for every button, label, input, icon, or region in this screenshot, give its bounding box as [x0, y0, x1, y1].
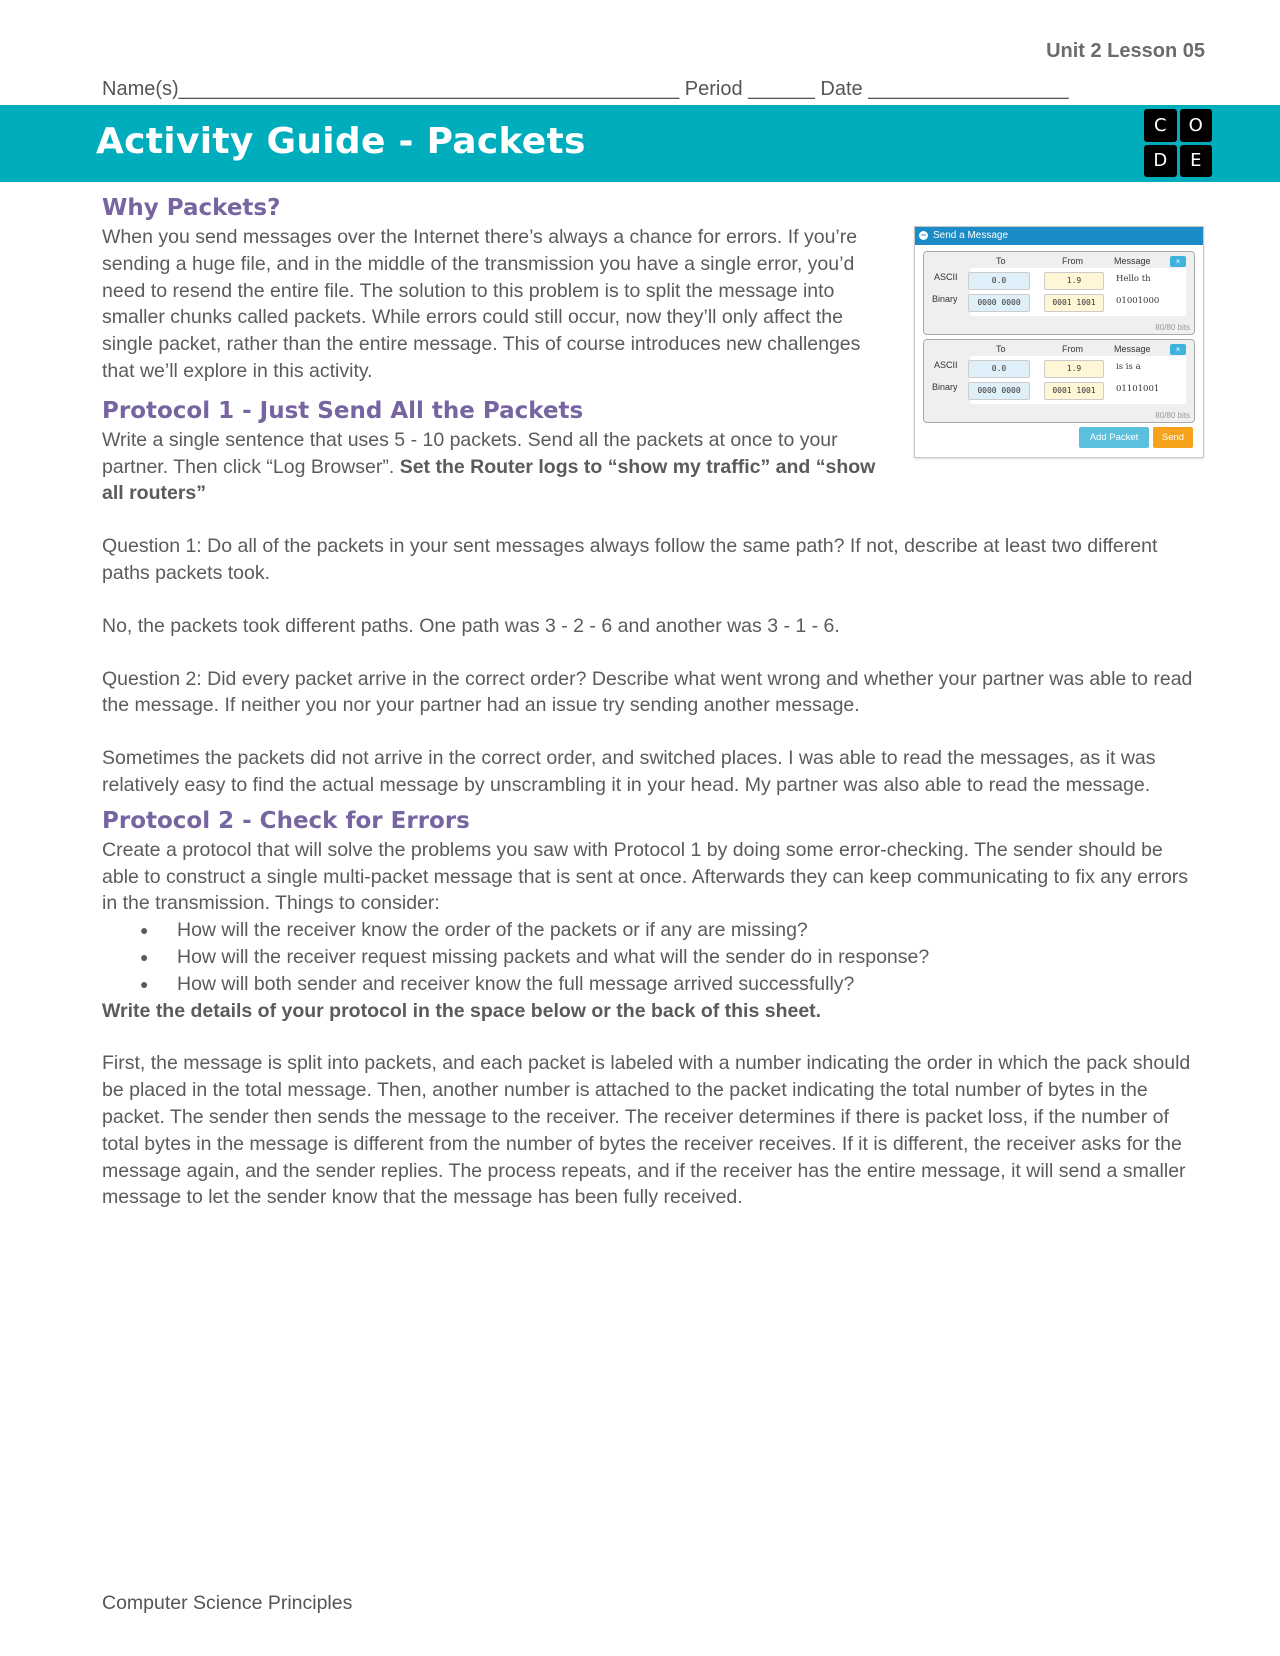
- code-logo: [1144, 109, 1212, 177]
- from-ascii-field[interactable]: 1.9: [1044, 272, 1104, 290]
- protocol1-instructions: Write a single sentence that uses 5 - 10 packets. Send all the packets at once to your partner. Then click “Log Browser”.: [102, 428, 838, 478]
- to-ascii-field[interactable]: 0.0: [968, 272, 1030, 290]
- logo-letter: O: [1180, 109, 1213, 142]
- message-binary-field[interactable]: 01001000: [1116, 296, 1160, 306]
- answer-2: Sometimes the packets did not arrive in the correct order, and switched places. I was able to read the messages, as it was relatively easy to find the actual message by unscrambling it in your head. My partner was also able to read the message.: [102, 747, 1156, 796]
- logo-letter: D: [1144, 145, 1177, 178]
- answer-1: No, the packets took different paths. One path was 3 - 2 - 6 and another was 3 - 1 - 6.: [102, 614, 840, 637]
- bit-count: 80/80 bits: [1155, 323, 1190, 332]
- binary-row-label: Binary: [932, 294, 958, 304]
- ascii-row-label: ASCII: [934, 272, 958, 282]
- considerations-list: [102, 917, 1202, 997]
- list-item: ● How will both sender and receiver know the full message arrived successfully?: [102, 971, 1202, 998]
- question-1: Question 1: Do all of the packets in your sent messages always follow the same path? If not, describe at least two different paths packets took.: [102, 535, 1158, 584]
- col-from-label: From: [1062, 256, 1083, 266]
- to-binary-field[interactable]: 0000 0000: [968, 294, 1030, 312]
- collapse-icon[interactable]: −: [920, 230, 927, 240]
- message-binary-field[interactable]: 01101001: [1116, 384, 1160, 394]
- packet-editor: [923, 251, 1195, 335]
- ascii-row-label: ASCII: [934, 360, 958, 370]
- close-icon[interactable]: ×: [1170, 256, 1186, 267]
- col-to-label: To: [996, 344, 1006, 354]
- close-icon[interactable]: ×: [1170, 344, 1186, 355]
- protocol2-heading: Protocol 2 - Check for Errors: [102, 807, 470, 834]
- lesson-label: Unit 2 Lesson 05: [1046, 40, 1205, 62]
- col-from-label: From: [1062, 344, 1083, 354]
- why-packets-heading: Why Packets?: [102, 195, 281, 221]
- why-packets-text: When you send messages over the Internet there’s always a chance for errors. If you’re sending a huge file, and in the middle of the transmission you have a single error, you’d need to resend the entire file. The solution to this problem is to split the message into smaller chunks called packets. While errors could still occur, now they’ll only affect the single packet, rather than the entire message. This of course introduces new challenges that we’ll explore in this activity.: [102, 226, 861, 382]
- footer-text: Computer Science Principles: [102, 1592, 353, 1614]
- col-to-label: To: [996, 256, 1006, 266]
- binary-row-label: Binary: [932, 382, 958, 392]
- send-message-widget: [914, 226, 1204, 458]
- from-binary-field[interactable]: 0001 1001: [1044, 382, 1104, 400]
- title-banner: [0, 105, 1280, 182]
- protocol1-bold-instructions: Set the Router logs to “show my traffic” and “show all routers”: [102, 455, 876, 505]
- name-period-date-line: Name(s)_____________________________________________ Period ______ Date __________________: [102, 78, 1069, 100]
- message-ascii-field[interactable]: Hello th: [1116, 274, 1151, 284]
- message-ascii-field[interactable]: is is a: [1116, 362, 1141, 372]
- page-title: Activity Guide - Packets: [96, 121, 586, 162]
- list-item: ● How will the receiver request missing packets and what will the sender do in response?: [102, 944, 1202, 971]
- logo-letter: C: [1144, 109, 1177, 142]
- to-ascii-field[interactable]: 0.0: [968, 360, 1030, 378]
- from-binary-field[interactable]: 0001 1001: [1044, 294, 1104, 312]
- to-binary-field[interactable]: 0000 0000: [968, 382, 1030, 400]
- protocol1-heading: Protocol 1 - Just Send All the Packets: [102, 397, 584, 424]
- packet-editor: [923, 339, 1195, 423]
- col-message-label: Message: [1114, 344, 1151, 354]
- question-2: Question 2: Did every packet arrive in the correct order? Describe what went wrong and whether your partner was able to read the message. If neither you nor your partner had an issue try sending another message.: [102, 667, 1193, 717]
- protocol2-instruction: Write the details of your protocol in the space below or the back of this sheet.: [102, 999, 822, 1022]
- widget-title: Send a Message: [933, 230, 1009, 241]
- protocol2-text: Create a protocol that will solve the problems you saw with Protocol 1 by doing some error-checking. The sender should be able to construct a single multi-packet message that is sent at once. Afterwards they can keep communicating to fix any errors in the transmission. Things to consider:: [102, 838, 1189, 915]
- logo-letter: E: [1180, 145, 1213, 178]
- list-item: ● How will the receiver know the order of the packets or if any are missing?: [102, 917, 1202, 944]
- send-button[interactable]: Send: [1153, 427, 1193, 448]
- protocol2-answer: First, the message is split into packets, and each packet is labeled with a number indicating the order in which the pack should be placed in the total message. Then, another number is attached to the packet indicating the total number of bytes in the packet. The sender then sends the message to the receiver. The receiver determines if there is packet loss, if the number of total bytes in the message is different from the number of bytes the receiver receives. If it is different, the receiver asks for the message again, and the sender replies. The process repeats, and if the receiver has the entire message, it will send a smaller message to let the sender know that the message has been fully received.: [102, 1052, 1191, 1209]
- from-ascii-field[interactable]: 1.9: [1044, 360, 1104, 378]
- col-message-label: Message: [1114, 256, 1151, 266]
- bit-count: 80/80 bits: [1155, 411, 1190, 420]
- add-packet-button[interactable]: Add Packet: [1079, 427, 1149, 448]
- widget-header: [915, 227, 1203, 245]
- protocol1-text: [102, 427, 892, 507]
